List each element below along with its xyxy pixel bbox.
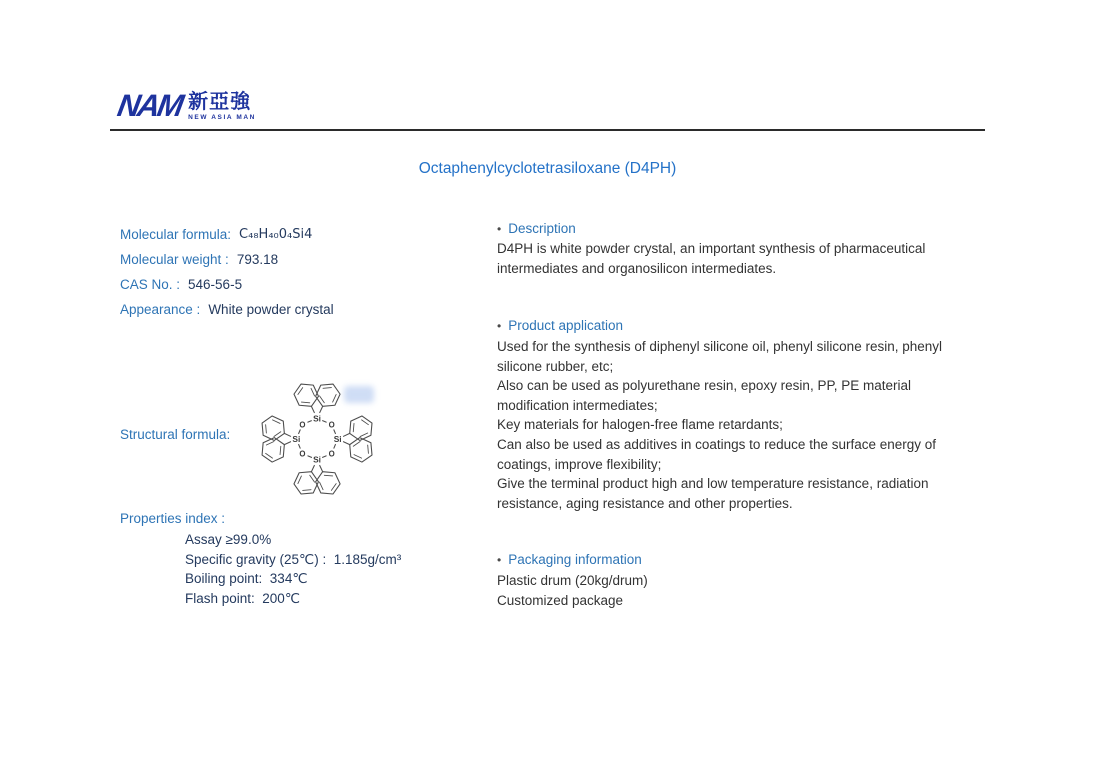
logo-acronym: NAM [114, 88, 185, 123]
svg-text:Si: Si [333, 433, 342, 444]
application-body [497, 337, 975, 513]
header-divider [110, 129, 985, 131]
spec-row-molecular-weight [120, 247, 334, 272]
svg-text:O: O [328, 420, 335, 430]
spec-value: 793.18 [236, 252, 279, 267]
spec-list [120, 222, 334, 322]
properties-heading: Properties index : [120, 511, 226, 526]
company-logo [114, 88, 256, 123]
property-item-assay: Assay ≥99.0% [185, 532, 272, 547]
description-text: D4PH is white powder crystal, an important synthesis of pharmaceutical intermediates and organosilicon intermediates. [497, 241, 926, 276]
watermark-smudge [344, 386, 374, 403]
logo-chinese-name: 新亞強 [188, 91, 252, 113]
description-heading [497, 221, 576, 236]
svg-text:Si: Si [292, 433, 301, 444]
spec-value: 546-56-5 [188, 277, 243, 292]
application-item: Key materials for halogen-free flame retardants; [497, 417, 783, 433]
properties-list [185, 530, 401, 608]
description-heading-label: Description [508, 221, 576, 236]
spec-value: C₄₈H₄₀0₄Si4 [239, 227, 313, 242]
application-item: Give the terminal product high and low temperature resistance, radiation resistance, aging resistance and other properties. [497, 476, 929, 511]
svg-text:Si: Si [313, 454, 321, 465]
svg-text:O: O [328, 449, 335, 459]
spec-row-molecular-formula [120, 222, 334, 247]
application-heading-label: Product application [508, 318, 624, 333]
spec-label: Molecular weight : [120, 252, 229, 267]
packaging-item: Customized package [497, 592, 624, 608]
structural-formula-label: Structural formula: [120, 427, 231, 442]
property-item-flash-point: Flash point: 200℃ [185, 590, 300, 606]
spec-row-appearance [120, 297, 334, 322]
application-heading [497, 318, 623, 333]
application-item: Can also be used as additives in coatings to reduce the surface energy of coatings, improve flexibility; [497, 436, 937, 472]
bullet-icon: • [497, 318, 502, 333]
application-item: Used for the synthesis of diphenyl silicone oil, phenyl silicone resin, phenyl silicone rubber, etc; [497, 339, 942, 374]
packaging-body [497, 571, 975, 610]
spec-label: Appearance : [120, 302, 201, 317]
svg-text:Si: Si [313, 413, 321, 424]
packaging-item: Plastic drum (20kg/drum) [497, 573, 648, 588]
svg-text:O: O [299, 420, 306, 430]
product-title: Octaphenylcyclotetrasiloxane (D4PH) [418, 160, 677, 177]
property-item-specific-gravity: Specific gravity (25℃) : 1.185g/cm³ [185, 551, 402, 567]
bullet-icon: • [497, 221, 502, 236]
logo-text-block [188, 92, 256, 121]
spec-label: CAS No. : [120, 277, 181, 292]
packaging-heading-label: Packaging information [508, 552, 642, 567]
spec-label: Molecular formula: [120, 227, 232, 242]
application-item: Also can be used as polyurethane resin, epoxy resin, PP, PE material modification intermediates; [497, 378, 911, 413]
logo-english-name: NEW ASIA MAN [188, 114, 256, 121]
spec-value: White powder crystal [208, 302, 334, 317]
description-body [497, 239, 975, 278]
bullet-icon: • [497, 552, 502, 567]
spec-row-cas-number [120, 272, 334, 297]
packaging-heading [497, 552, 642, 567]
property-item-boiling-point: Boiling point: 334℃ [185, 571, 308, 587]
svg-text:O: O [299, 449, 306, 459]
